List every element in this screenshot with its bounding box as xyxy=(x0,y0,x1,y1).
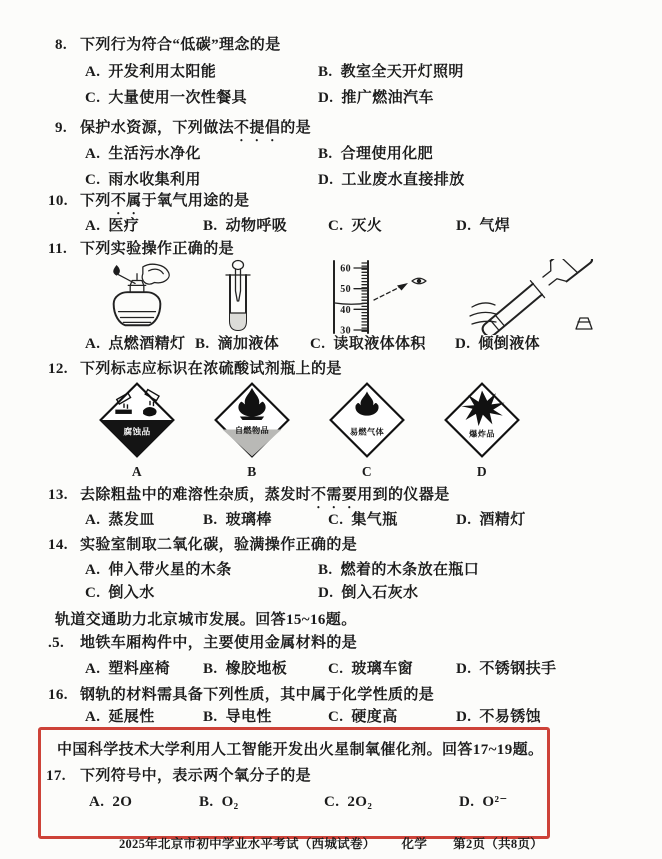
option-text: 倾倒液体 xyxy=(478,336,540,352)
q9-option-a xyxy=(85,145,318,164)
option-text: 生活污水净化 xyxy=(108,146,201,162)
q10-option-a xyxy=(85,217,203,236)
q16-stem-text: 钢轨的材料需具备下列性质，其中属于化学性质的是 xyxy=(80,687,435,703)
sign-letter-a: A xyxy=(131,464,143,479)
q15-stem xyxy=(48,634,662,653)
q16-options-row xyxy=(85,708,662,727)
q11-number: 11. xyxy=(48,241,68,257)
q8-option-a xyxy=(85,63,318,82)
q13-stem xyxy=(48,486,662,505)
q17-option-b xyxy=(199,793,324,812)
option-text: 伸入带火星的木条 xyxy=(108,562,232,578)
option-label: B. xyxy=(195,336,210,352)
q16-option-b xyxy=(203,708,328,727)
option-text: 玻璃车窗 xyxy=(351,661,413,677)
option-text: 灭火 xyxy=(351,218,383,234)
option-text: 燃着的木条放在瓶口 xyxy=(340,562,480,578)
option-label: D. xyxy=(318,172,334,188)
q9-stem-text xyxy=(80,119,311,138)
option-label: C. xyxy=(85,172,101,188)
q8-stem-text: 下列行为符合“低碳”理念的是 xyxy=(80,37,281,53)
sign-label: 易燃气体 xyxy=(349,427,385,437)
q14-option-c xyxy=(85,584,318,603)
option-text: 硬度高 xyxy=(351,709,398,725)
q15-option-b xyxy=(203,660,328,679)
sign-letter-c: C xyxy=(361,464,373,479)
q11-figure-labels xyxy=(85,335,662,354)
sign-letter-d: D xyxy=(476,464,488,479)
option-label: B. xyxy=(318,562,333,578)
q10-option-d xyxy=(456,217,662,236)
stem-segment: 保护水资源，下列做法 xyxy=(80,120,235,136)
q13-stem-text xyxy=(80,486,450,505)
q11-figures xyxy=(0,259,662,335)
q16-option-a xyxy=(85,708,203,727)
q8-options-row-1 xyxy=(85,63,662,82)
group-17-19-intro: 中国科学技术大学利用人工智能开发出火星制氧催化剂。回答17~19题。 xyxy=(57,742,544,758)
q9-option-d xyxy=(318,171,662,190)
option-label: D. xyxy=(318,585,334,601)
option-label: A. xyxy=(85,512,101,528)
option-label: C. xyxy=(328,218,344,234)
q8-stem xyxy=(48,36,662,55)
group-15-16-intro: 轨道交通助力北京城市发展。回答15~16题。 xyxy=(55,612,357,628)
option-label: A. xyxy=(89,794,105,810)
spontaneously-combustible-sign-icon xyxy=(213,381,291,464)
q14-option-b xyxy=(318,561,662,580)
option-text: 合理使用化肥 xyxy=(340,146,433,162)
option-text: 推广燃油汽车 xyxy=(341,90,434,106)
q9-number: 9. xyxy=(55,120,68,136)
option-text: 大量使用一次性餐具 xyxy=(108,90,247,106)
explosive-sign-icon xyxy=(443,381,521,464)
sign-label: 自燃物品 xyxy=(234,426,270,435)
q12-sign-letters xyxy=(98,464,662,480)
red-highlight-box xyxy=(38,727,550,839)
corrosive-sign-icon xyxy=(98,381,176,464)
q17-options-row xyxy=(89,793,547,812)
q15-number: .5. xyxy=(48,635,65,651)
option-text: 导电性 xyxy=(225,709,272,725)
q15-option-c xyxy=(328,660,456,679)
q16-option-c xyxy=(328,708,456,727)
q8-option-c xyxy=(85,89,318,108)
option-text: O²⁻ xyxy=(482,794,508,810)
stem-segment: 的是 xyxy=(280,120,312,136)
option-text: 不易锈蚀 xyxy=(479,709,541,725)
tick-label-30: 30 xyxy=(340,325,351,335)
tick-label-60: 60 xyxy=(340,263,351,275)
tick-label-50: 50 xyxy=(340,284,351,296)
q11-figure-label-d xyxy=(455,335,662,354)
option-text: 集气瓶 xyxy=(351,512,398,528)
stem-segment: 于氧气用途的是 xyxy=(141,193,250,209)
option-label: D. xyxy=(456,512,472,528)
q9-options-row-2 xyxy=(85,171,662,190)
graduated-cylinder-reading-figure xyxy=(320,259,435,335)
emphasized-text: 不属 xyxy=(110,193,142,209)
option-label: A. xyxy=(85,562,101,578)
sign-label: 爆炸品 xyxy=(469,429,495,439)
q10-stem-text xyxy=(80,192,249,211)
q17-option-a xyxy=(89,793,199,812)
q12-stem xyxy=(48,360,662,379)
q16-number: 16. xyxy=(48,687,68,703)
option-label: B. xyxy=(203,661,218,677)
option-label: B. xyxy=(318,146,333,162)
q11-stem xyxy=(48,240,662,259)
q8-options-row-2 xyxy=(85,89,662,108)
pouring-liquid-figure xyxy=(450,259,610,335)
q12-hazard-signs xyxy=(98,381,662,464)
stem-segment: 用到的仪器是 xyxy=(357,487,450,503)
q11-stem-text: 下列实验操作正确的是 xyxy=(80,241,235,257)
q12-number: 12. xyxy=(48,361,68,377)
q10-options-row xyxy=(85,217,662,236)
q11-figure-label-b xyxy=(195,335,310,354)
option-text: 倒入石灰水 xyxy=(341,585,419,601)
option-text: 橡胶地板 xyxy=(225,661,288,677)
q8-option-b xyxy=(318,63,662,82)
q11-figure-label-c xyxy=(310,335,455,354)
option-text: 开发利用太阳能 xyxy=(108,64,217,80)
q14-stem xyxy=(48,536,662,555)
emphasized-text: 不需要 xyxy=(311,487,358,503)
q15-option-d xyxy=(456,660,662,679)
option-text: 倒入水 xyxy=(108,585,155,601)
q9-options-row-1 xyxy=(85,145,662,164)
option-text: 滴加液体 xyxy=(217,336,280,352)
option-text: 酒精灯 xyxy=(479,512,526,528)
option-label: C. xyxy=(85,585,101,601)
option-text: 2O₂ xyxy=(347,794,373,810)
q16-option-d xyxy=(456,708,662,727)
q13-option-d xyxy=(456,511,662,530)
q16-stem xyxy=(48,686,662,705)
option-label: B. xyxy=(203,709,218,725)
q10-option-b xyxy=(203,217,328,236)
option-label: A. xyxy=(85,709,101,725)
option-text: 读取液体体积 xyxy=(333,336,426,352)
option-label: B. xyxy=(203,218,218,234)
footer-page-number: 第2页（共8页） xyxy=(453,837,544,851)
q15-option-a xyxy=(85,660,203,679)
option-label: B. xyxy=(318,64,333,80)
option-text: 玻璃棒 xyxy=(225,512,272,528)
option-label: A. xyxy=(85,146,101,162)
q9-stem xyxy=(48,119,662,138)
q14-option-d xyxy=(318,584,662,603)
q13-option-a xyxy=(85,511,203,530)
q17-number: 17. xyxy=(46,768,66,784)
dropper-test-tube-figure xyxy=(218,259,258,335)
option-text: 不锈钢扶手 xyxy=(479,661,557,677)
option-text: O₂ xyxy=(221,794,239,810)
option-label: D. xyxy=(318,90,334,106)
q14-stem-text: 实验室制取二氧化碳，验满操作正确的是 xyxy=(80,537,358,553)
q9-option-c xyxy=(85,171,318,190)
option-label: D. xyxy=(456,709,472,725)
option-label: A. xyxy=(85,661,101,677)
q10-option-c xyxy=(328,217,456,236)
option-label: C. xyxy=(328,709,344,725)
q9-option-b xyxy=(318,145,662,164)
option-text: 塑料座椅 xyxy=(108,661,170,677)
option-text: 2O xyxy=(112,794,133,810)
page-footer xyxy=(0,834,662,852)
q17-option-c xyxy=(324,793,459,812)
q13-option-b xyxy=(203,511,328,530)
alcohol-lamp-figure xyxy=(85,263,190,335)
flammable-gas-sign-icon xyxy=(328,381,406,464)
option-label: A. xyxy=(85,218,101,234)
option-text: 蒸发皿 xyxy=(108,512,155,528)
option-label: D. xyxy=(456,218,472,234)
stem-segment: 去除粗盐中的难溶性杂质，蒸发时 xyxy=(80,487,312,503)
option-label: D. xyxy=(455,336,471,352)
q15-stem-text: 地铁车厢构件中，主要使用金属材料的是 xyxy=(80,635,358,651)
q14-option-a xyxy=(85,561,318,580)
q8-number: 8. xyxy=(55,37,68,53)
q8-option-d xyxy=(318,89,662,108)
option-label: A. xyxy=(85,336,101,352)
emphasized-text: 不提倡 xyxy=(234,120,281,136)
option-label: B. xyxy=(199,794,214,810)
stem-segment: 下列 xyxy=(80,193,111,209)
q14-number: 14. xyxy=(48,537,68,553)
option-label: A. xyxy=(85,64,101,80)
option-text: 延展性 xyxy=(108,709,155,725)
option-label: C. xyxy=(324,794,340,810)
q12-stem-text: 下列标志应标识在浓硫酸试剂瓶上的是 xyxy=(80,361,342,377)
option-label: C. xyxy=(328,661,344,677)
option-text: 气焊 xyxy=(479,218,511,234)
option-text: 工业废水直接排放 xyxy=(341,172,465,188)
q13-option-c xyxy=(328,511,456,530)
sign-letter-b: B xyxy=(247,464,257,479)
option-text: 动物呼吸 xyxy=(225,218,288,234)
q15-options-row xyxy=(85,660,662,679)
sign-label: 腐蚀品 xyxy=(123,426,151,437)
q17-stem xyxy=(46,767,547,786)
option-label: C. xyxy=(328,512,344,528)
option-text: 点燃酒精灯 xyxy=(108,336,186,352)
option-label: B. xyxy=(203,512,218,528)
option-text: 雨水收集利用 xyxy=(108,172,201,188)
footer-subject: 化学 xyxy=(401,837,428,851)
q10-stem xyxy=(48,192,662,211)
tick-label-40: 40 xyxy=(340,304,351,316)
q13-options-row xyxy=(85,511,662,530)
q17-stem-text: 下列符号中，表示两个氧分子的是 xyxy=(80,768,312,784)
option-label: C. xyxy=(85,90,101,106)
q14-options-row-1 xyxy=(85,561,662,580)
q17-option-d xyxy=(459,793,547,812)
q13-number: 13. xyxy=(48,487,68,503)
q14-options-row-2 xyxy=(85,584,662,603)
footer-exam-title: 2025年北京市初中学业水平考试（西城试卷） xyxy=(118,837,376,851)
option-label: D. xyxy=(456,661,472,677)
option-label: D. xyxy=(459,794,475,810)
option-text: 教室全天开灯照明 xyxy=(340,64,464,80)
option-label: C. xyxy=(310,336,326,352)
option-text: 医疗 xyxy=(108,218,140,234)
q11-figure-label-a xyxy=(85,335,195,354)
q10-number: 10. xyxy=(48,193,68,209)
